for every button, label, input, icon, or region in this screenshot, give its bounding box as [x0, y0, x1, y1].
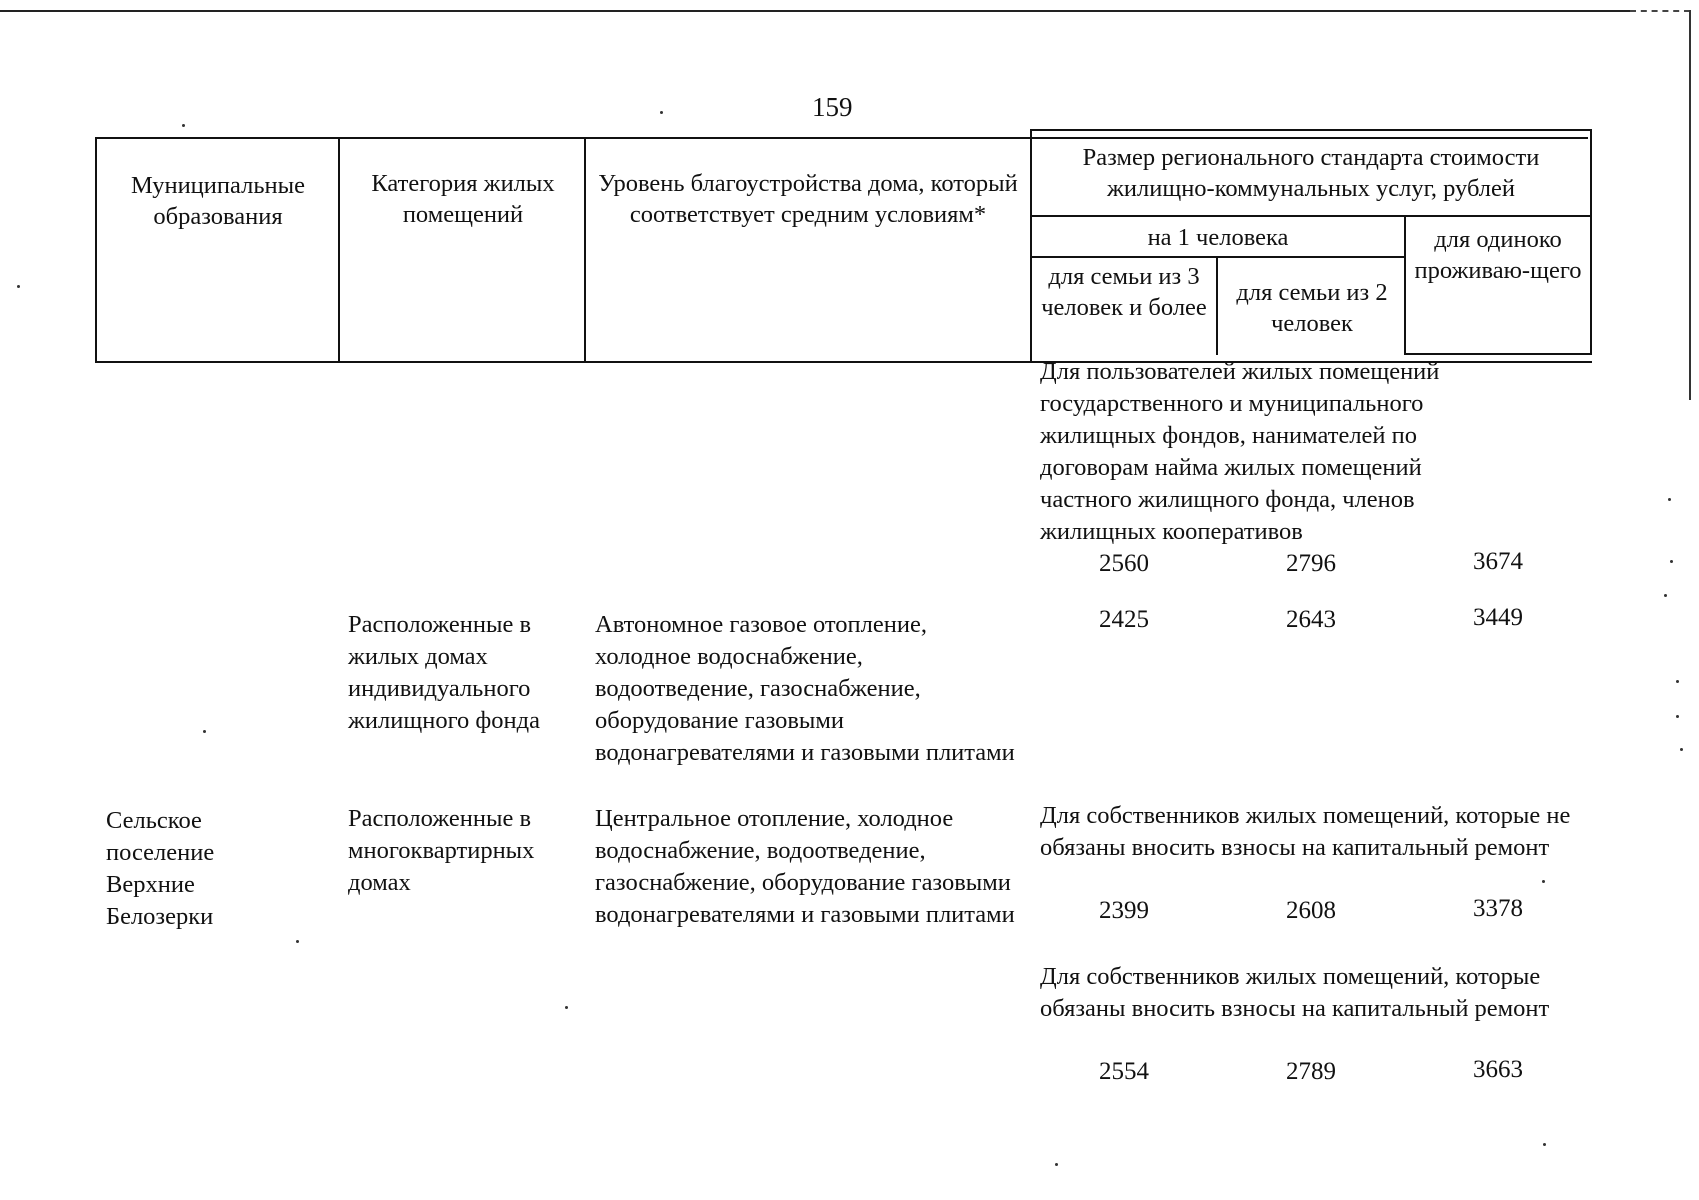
category-apartment: Расположенные в многоквартирных домах	[348, 805, 535, 896]
value-family3: 2425	[1099, 606, 1149, 633]
municipality-name: Сельское поселение Верхние Белозерки	[106, 807, 215, 930]
scan-speck	[565, 1006, 568, 1009]
header-municipality: Муниципальные образования	[131, 172, 305, 230]
header-divider-1	[338, 137, 340, 363]
header-divider-2	[584, 137, 586, 363]
header-subdivider-group	[1030, 215, 1592, 217]
note-owners-not-obliged: Для собственников жилых помещений, которые не обязаны вносить взносы на капитальный ремонт	[1040, 802, 1571, 861]
level-individual: Автономное газовое отопление, холодное водоснабжение, водоотведение, газоснабжение, оборудование газовыми водонагревателями и газовыми плитами	[595, 611, 1015, 766]
value-family2: 2643	[1286, 606, 1336, 633]
scan-speck	[296, 940, 299, 943]
header-bottom-right	[1404, 353, 1592, 355]
value-family3: 2399	[1099, 897, 1149, 924]
value-family3: 2554	[1099, 1058, 1149, 1085]
scan-speck	[1676, 680, 1679, 683]
note-tenants: Для пользователей жилых помещений государственного и муниципального жилищных фондов, нанимателей по договорам найма жилых помещений частного жилищного фонда, членов жилищных кооперативов	[1040, 358, 1440, 545]
header-family-2: для семьи из 2 человек	[1236, 279, 1388, 337]
note-owners-obliged: Для собственников жилых помещений, которые обязаны вносить взносы на капитальный ремонт	[1040, 963, 1550, 1022]
header-divider-family	[1216, 256, 1218, 355]
category-individual: Расположенные в жилых домах индивидуального жилищного фонда	[348, 611, 540, 734]
value-single: 3663	[1473, 1056, 1523, 1083]
scan-speck	[203, 730, 206, 733]
scan-speck	[17, 285, 20, 288]
header-level: Уровень благоустройства дома, который соответствует средним условиям*	[598, 170, 1018, 228]
value-single: 3674	[1473, 548, 1523, 575]
header-category: Категория жилых помещений	[371, 170, 555, 228]
value-family2: 2608	[1286, 897, 1336, 924]
header-standard-size: Размер регионального стандарта стоимости жилищно-коммунальных услуг, рублей	[1082, 144, 1540, 202]
value-family3: 2560	[1099, 550, 1149, 577]
header-border-left	[95, 137, 97, 363]
page-number: 159	[812, 92, 853, 122]
header-per-person: на 1 человека	[1147, 224, 1289, 251]
header-border-top-right	[1030, 129, 1592, 131]
scan-speck	[1668, 498, 1671, 501]
scan-speck	[1543, 1143, 1546, 1146]
scan-speck	[182, 124, 185, 127]
scan-speck	[1542, 880, 1545, 883]
header-border-right	[1590, 129, 1592, 354]
header-divider-3	[1030, 129, 1032, 363]
scan-speck	[1670, 560, 1673, 563]
scan-border-right	[1689, 10, 1691, 400]
scan-border-top-dashed	[1630, 10, 1690, 12]
value-family2: 2789	[1286, 1058, 1336, 1085]
header-divider-single	[1404, 215, 1406, 355]
scan-speck	[1676, 715, 1679, 718]
scan-speck	[1680, 748, 1683, 751]
value-family2: 2796	[1286, 550, 1336, 577]
header-family-3: для семьи из 3 человек и более	[1041, 263, 1207, 321]
header-single: для одиноко проживаю-щего	[1414, 226, 1582, 284]
level-apartment: Центральное отопление, холодное водоснабжение, водоотведение, газоснабжение, оборудование газовыми водонагревателями и газовыми плитами	[595, 805, 1015, 928]
scan-border-top	[0, 10, 1630, 12]
scan-speck	[1664, 594, 1667, 597]
scan-speck	[1055, 1163, 1058, 1166]
scan-speck	[660, 111, 663, 114]
header-border-top	[95, 137, 1588, 139]
value-single: 3449	[1473, 604, 1523, 631]
value-single: 3378	[1473, 895, 1523, 922]
